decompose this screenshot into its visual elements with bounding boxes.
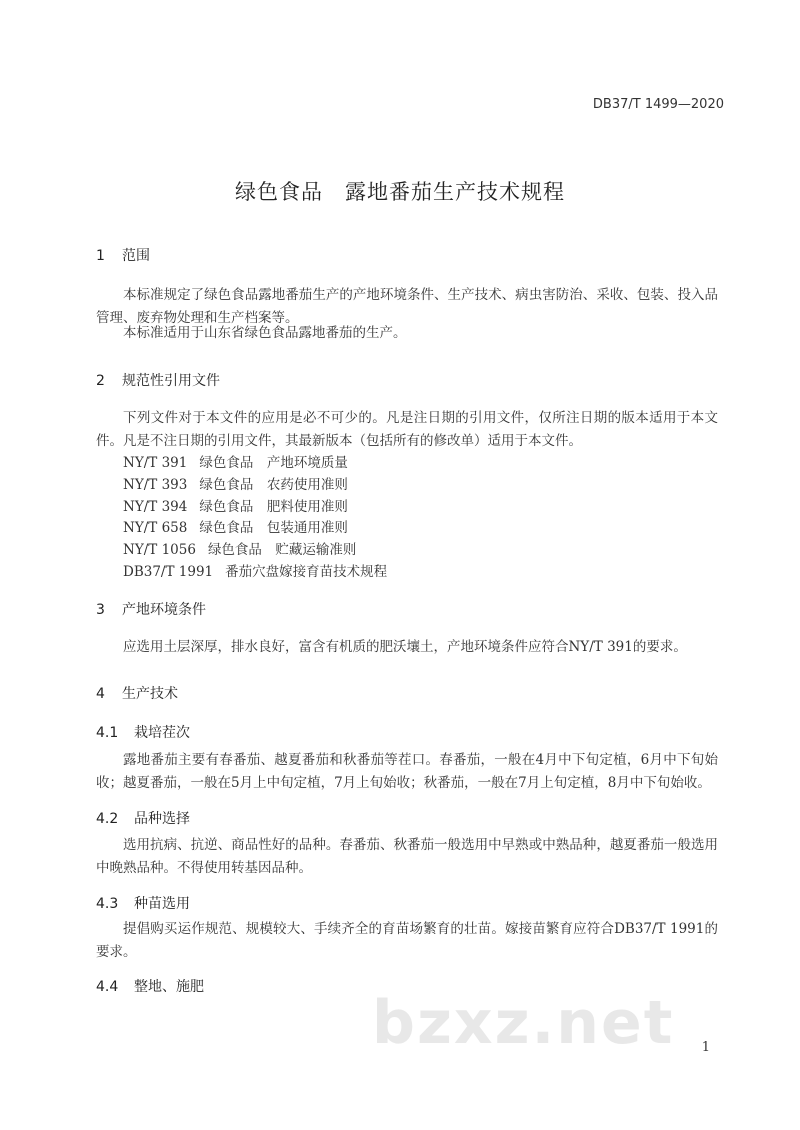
- section-heading-3: [96, 599, 206, 619]
- subsection-number: 4.3: [96, 896, 119, 912]
- paragraph: 下列文件对于本文件的应用是必不可少的。凡是注日期的引用文件，仅所注日期的版本适用于本文件。凡是不注日期的引用文件，其最新版本（包括所有的修改单）适用于本文件。: [96, 410, 718, 449]
- subsection-title: 种苗选用: [134, 896, 190, 912]
- reference-name: 绿色食品 产地环境质量: [199, 455, 348, 471]
- reference-code: NY/T 658: [123, 520, 188, 537]
- reference-name: 绿色食品 肥料使用准则: [199, 498, 348, 515]
- section-title: 范围: [122, 248, 150, 264]
- reference-item: [123, 497, 387, 519]
- section-heading-2: [96, 370, 220, 390]
- paragraph: 应选用土层深厚，排水良好，富含有机质的肥沃壤土，产地环境条件应符合NY/T 391的要求。: [123, 639, 687, 655]
- reference-name: 绿色食品 农药使用准则: [199, 476, 348, 493]
- subsection-heading-4-3: [96, 893, 190, 913]
- section-heading-4: [96, 683, 178, 703]
- watermark: bzxz.net: [372, 988, 675, 1058]
- section-number: 4: [96, 686, 105, 702]
- reference-code: NY/T 1056: [123, 542, 196, 559]
- document-title: 绿色食品 露地番茄生产技术规程: [235, 180, 565, 204]
- paragraph: 露地番茄主要有春番茄、越夏番茄和秋番茄等茬口。春番茄，一般在4月中下旬定植，6月中下旬始收；越夏番茄，一般在5月上中旬定植，7月上旬始收；秋番茄，一般在7月上旬定植，8月中下旬始收。: [96, 752, 718, 791]
- reference-name: 番茄穴盘嫁接育苗技术规程: [225, 563, 388, 580]
- reference-code: NY/T 394: [123, 498, 188, 515]
- reference-name: 绿色食品 包装通用准则: [199, 520, 348, 537]
- paragraph: 选用抗病、抗逆、商品性好的品种。春番茄、秋番茄一般选用中早熟或中熟品种，越夏番茄一般选用中晚熟品种。不得使用转基因品种。: [96, 837, 718, 876]
- subsection-heading-4-1: [96, 722, 190, 742]
- section-heading-1: [96, 245, 150, 265]
- reference-item: [123, 540, 387, 562]
- subsection-number: 4.1: [96, 725, 119, 741]
- document-code: DB37/T 1499—2020: [592, 97, 724, 112]
- section-title: 生产技术: [122, 686, 178, 702]
- paragraph: 本标准规定了绿色食品露地番茄生产的产地环境条件、生产技术、病虫害防治、采收、包装、投入品管理、废弃物处理和生产档案等。: [96, 287, 718, 326]
- reference-code: NY/T 391: [123, 455, 188, 471]
- reference-item: [123, 453, 387, 475]
- subsection-title: 整地、施肥: [134, 979, 204, 995]
- subsection-number: 4.2: [96, 811, 119, 827]
- subsection-title: 栽培茬次: [134, 725, 190, 741]
- subsection-heading-4-2: [96, 808, 190, 828]
- section-number: 1: [96, 248, 105, 264]
- subsection-title: 品种选择: [134, 811, 190, 827]
- section-title: 产地环境条件: [122, 602, 206, 618]
- section-number: 2: [96, 373, 105, 389]
- reference-code: DB37/T 1991: [123, 563, 214, 580]
- subsection-heading-4-4: [96, 976, 204, 996]
- section-title: 规范性引用文件: [122, 373, 220, 389]
- reference-item: [123, 562, 387, 584]
- section-number: 3: [96, 602, 105, 618]
- subsection-number: 4.4: [96, 979, 119, 995]
- reference-list: [123, 453, 387, 584]
- paragraph: 提倡购买运作规范、规模较大、手续齐全的育苗场繁育的壮苗。嫁接苗繁育应符合DB37/T 1991的要求。: [96, 921, 718, 960]
- reference-name: 绿色食品 贮藏运输准则: [207, 542, 357, 559]
- page-number: 1: [701, 1040, 710, 1055]
- reference-code: NY/T 393: [123, 476, 188, 493]
- reference-item: [123, 518, 387, 540]
- reference-item: [123, 475, 387, 497]
- paragraph: 本标准适用于山东省绿色食品露地番茄的生产。: [123, 325, 407, 341]
